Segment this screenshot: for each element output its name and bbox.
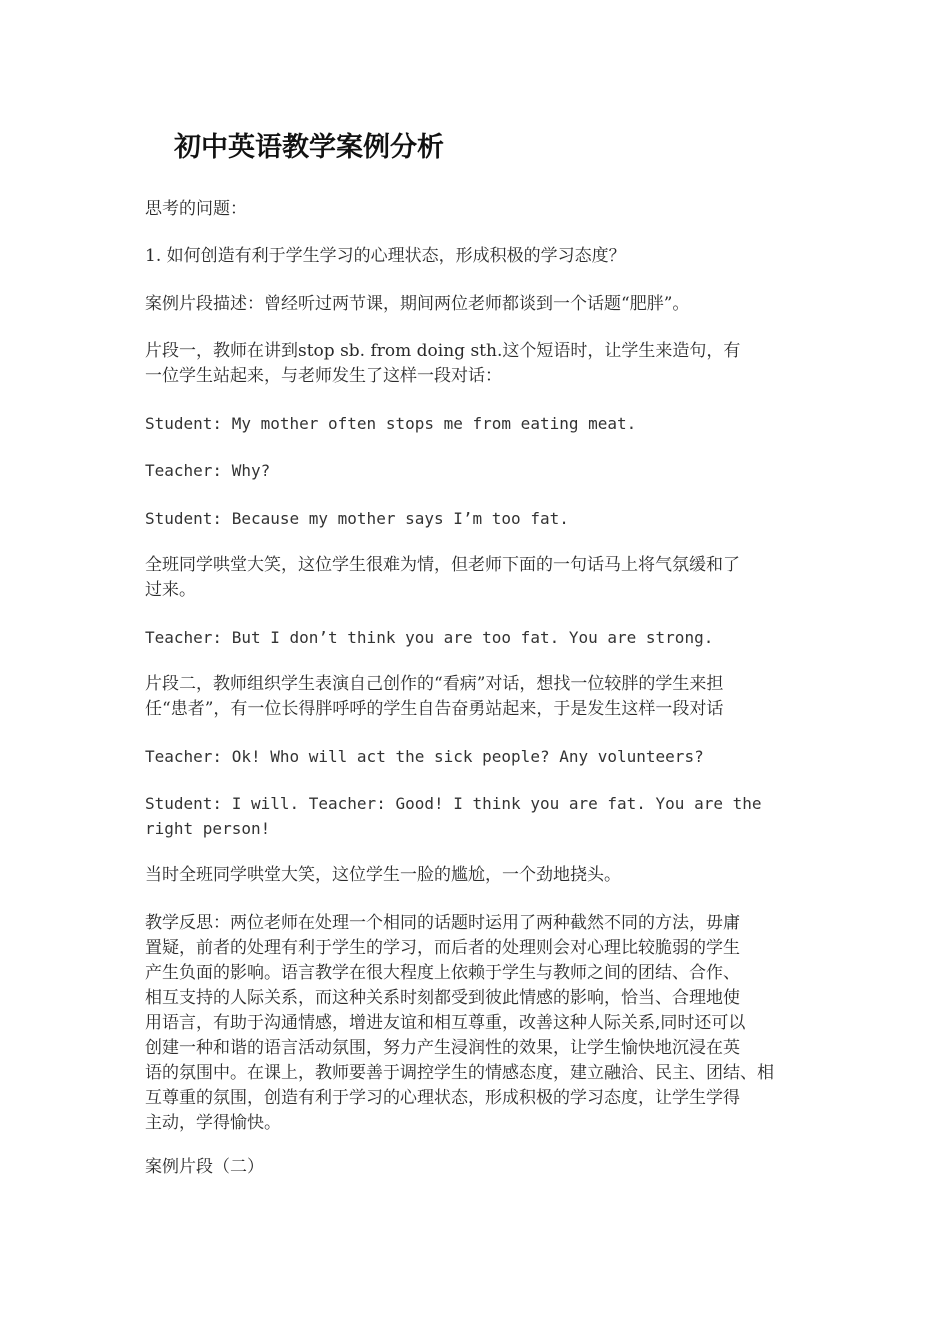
paragraph-teaching-reflection xyxy=(145,911,810,1136)
text-line: Student: Because my mother says I’m too fat. xyxy=(145,509,569,528)
dialogue-line xyxy=(145,411,810,436)
text-line: 用语言，有助于沟通情感，增进友谊和相互尊重，改善这种人际关系,同时还可以 xyxy=(145,1013,746,1033)
text-line: right person! xyxy=(145,819,271,838)
text-line: 思考的问题： xyxy=(145,199,247,219)
text-line: 全班同学哄堂大笑，这位学生很难为情，但老师下面的一句话马上将气氛缓和了 xyxy=(145,555,740,575)
dialogue-line xyxy=(145,506,810,531)
text-line: 教学反思：两位老师在处理一个相同的话题时运用了两种截然不同的方法，毋庸 xyxy=(145,913,740,933)
paragraph-case-description xyxy=(145,292,810,317)
text-line: 一位学生站起来，与老师发生了这样一段对话： xyxy=(145,366,502,386)
text-line: Teacher: Why? xyxy=(145,461,271,480)
dialogue-line xyxy=(145,791,810,841)
text-line: Student: I will. Teacher: Good! I think you are fat. You are the xyxy=(145,794,762,813)
text-line: 过来。 xyxy=(145,580,196,600)
dialogue-line xyxy=(145,744,810,769)
paragraph-class-laughs xyxy=(145,863,810,888)
text-line: 语的氛围中。在课上，教师要善于调控学生的情感态度，建立融洽、民主、团结、相 xyxy=(145,1063,774,1083)
dialogue-line xyxy=(145,625,810,650)
text-line: 案例片段描述：曾经听过两节课，期间两位老师都谈到一个话题“肥胖”。 xyxy=(145,294,690,314)
text-line: Student: My mother often stops me from eating meat. xyxy=(145,414,637,433)
text-line: 产生负面的影响。语言教学在很大程度上依赖于学生与教师之间的团结、合作、 xyxy=(145,963,740,983)
paragraph-class-reaction xyxy=(145,553,810,603)
text-line: Teacher: But I don’t think you are too fat. You are strong. xyxy=(145,628,714,647)
paragraph-segment-one xyxy=(145,339,810,389)
text-line: 主动，学得愉快。 xyxy=(145,1113,281,1133)
document-title: 初中英语教学案例分析 xyxy=(174,132,444,163)
text-line: Teacher: Ok! Who will act the sick people? Any volunteers? xyxy=(145,747,704,766)
text-line: 任“患者”，有一位长得胖呼呼的学生自告奋勇站起来，于是发生这样一段对话 xyxy=(145,699,724,719)
paragraph-question-1 xyxy=(145,244,810,269)
text-line: 相互支持的人际关系，而这种关系时刻都受到彼此情感的影响，恰当、合理地使 xyxy=(145,988,740,1008)
text-line: 案例片段（二） xyxy=(145,1157,264,1177)
paragraph-questions-heading xyxy=(145,197,810,222)
text-line: 置疑，前者的处理有利于学生的学习，而后者的处理则会对心理比较脆弱的学生 xyxy=(145,938,740,958)
text-line: 片段一，教师在讲到stop sb. from doing sth.这个短语时，让学生来造句，有 xyxy=(145,341,741,361)
text-line: 当时全班同学哄堂大笑，这位学生一脸的尴尬，一个劲地挠头。 xyxy=(145,865,621,885)
section-heading-case-two xyxy=(145,1155,810,1180)
text-line: 片段二，教师组织学生表演自己创作的“看病”对话，想找一位较胖的学生来担 xyxy=(145,674,724,694)
text-line: 1. 如何创造有利于学生学习的心理状态，形成积极的学习态度？ xyxy=(145,246,626,266)
text-line: 创建一种和谐的语言活动氛围，努力产生浸润性的效果，让学生愉快地沉浸在英 xyxy=(145,1038,740,1058)
text-line: 互尊重的氛围，创造有利于学习的心理状态，形成积极的学习态度，让学生学得 xyxy=(145,1088,740,1108)
dialogue-line xyxy=(145,458,810,483)
paragraph-segment-two xyxy=(145,672,810,722)
